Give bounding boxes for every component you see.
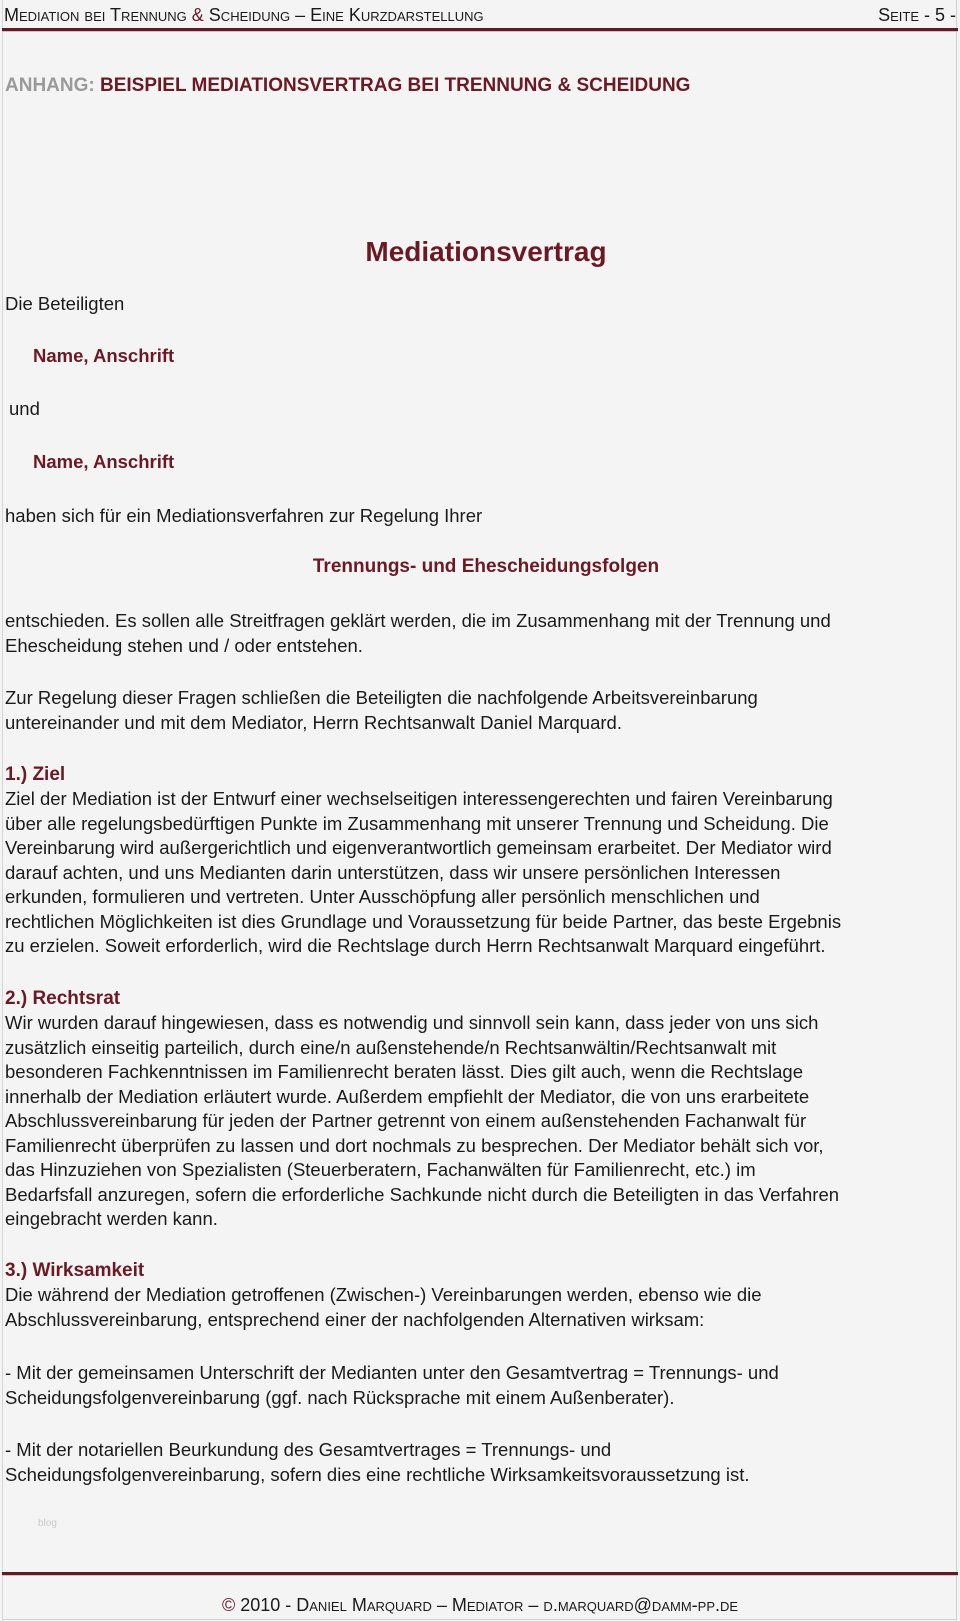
footer-rule [2, 1572, 958, 1576]
section-wirksamkeit [5, 1259, 955, 1332]
party-2-name-address: Name, Anschrift [33, 451, 175, 472]
text-line: das Hinzuziehen von Spezialisten (Steuerberatern, Fachanwälten für Familienrecht, etc.) im [5, 1159, 756, 1180]
text-line: darauf achten, und uns Medianten darin unterstützen, dass wir unsere persönlichen Interessen [5, 861, 781, 883]
text-line: Abschlussvereinbarung für jeden der Partner getrennt von einem außenstehenden Fachanwalt für [5, 1110, 807, 1131]
document-title-text: Mediationsvertrag [365, 236, 607, 267]
text-line: Familienrecht überprüfen zu lassen und dort nochmals zu besprechen. Der Mediator behält sich vor, [5, 1134, 824, 1156]
section-ziel [5, 763, 955, 959]
header-title-ampersand: & [191, 5, 204, 25]
text-line: Vereinbarung wird außergerichtlich und eigenverantwortlich gemeinsam erarbeitet. Der Mediator wird [5, 837, 832, 858]
text-line: Bedarfsfall anzuregen, sofern die erforderliche Sachkunde nicht durch die Beteiligten in das Verfahren [5, 1183, 840, 1205]
section-heading: 1.) Ziel [5, 764, 66, 785]
header-title-part: Scheidung – Eine Kurzdarstellung [203, 5, 484, 25]
text-line: besonderen Fachkenntnissen im Familienrecht beraten lässt. Dies gilt auch, wenn die Rechtslage [5, 1061, 803, 1082]
annex-label: ANHANG: [5, 75, 95, 96]
text-line: Scheidungsfolgenvereinbarung, sofern dies eine rechtliche Wirksamkeitsvoraussetzung ist. [5, 1463, 750, 1485]
text-line: eingebracht werden kann. [5, 1208, 218, 1229]
text-line: Ehescheidung stehen und / oder entstehen. [5, 634, 363, 656]
text-line: entschieden. Es sollen alle Streitfragen geklärt werden, die im Zusammenhang mit der Trennung und [5, 610, 831, 631]
page-footer [0, 1593, 960, 1617]
text-line: über alle regelungsbedürftigen Punkte im Zusammenhang mit unserer Trennung und Scheidung. Die [5, 812, 829, 834]
text-line: untereinander und mit dem Mediator, Herrn Rechtsanwalt Daniel Marquard. [5, 711, 622, 733]
document-title [0, 236, 960, 268]
header-title-part: Mediation bei Trennung [4, 5, 192, 25]
copyright-icon: © [221, 1595, 236, 1615]
section-rechtsrat [5, 987, 955, 1232]
annex-heading [5, 74, 690, 98]
header-title [4, 3, 484, 27]
text-line: zusätzlich einseitig parteilich, durch eine/n außenstehende/n Rechtsanwältin/Rechtsanwalt mit [5, 1036, 777, 1058]
text-line: Wir wurden darauf hingewiesen, dass es notwendig und sinnvoll sein kann, dass jeder von uns sich [5, 1012, 819, 1033]
text-line: - Mit der gemeinsamen Unterschrift der Medianten unter den Gesamtvertrag = Trennungs- und [5, 1362, 779, 1383]
parties-intro: Die Beteiligten [5, 293, 125, 314]
page-header [4, 3, 956, 27]
text-line: Ziel der Mediation ist der Entwurf einer wechselseitigen interessengerechten und fairen Vereinbarung [5, 788, 833, 809]
purpose-paragraph-1 [5, 609, 955, 658]
purpose-paragraph-2 [5, 686, 955, 735]
text-line: Die während der Mediation getroffenen (Zwischen-) Vereinbarungen werden, ebenso wie die [5, 1284, 762, 1305]
text-line: rechtlichen Möglichkeiten ist dies Grundlage und Voraussetzung für beide Partner, das beste Ergebnis [5, 910, 842, 932]
alternative-1 [5, 1361, 955, 1410]
text-line: Abschlussvereinbarung, entsprechend einer der nachfolgenden Alternativen wirksam: [5, 1308, 705, 1330]
text-line: innerhalb der Mediation erläutert wurde. Außerdem empfiehlt der Mediator, die von uns erarbeitete [5, 1085, 810, 1107]
text-line: Scheidungsfolgenvereinbarung (ggf. nach Rücksprache mit einem Außenberater). [5, 1386, 675, 1408]
annex-title: BEISPIEL MEDIATIONSVERTRAG BEI TRENNUNG & SCHEIDUNG [100, 75, 691, 96]
parties-and: und [9, 398, 40, 419]
page-number: Seite - 5 - [878, 5, 956, 25]
watermark: blog [38, 1518, 57, 1529]
section-heading: 2.) Rechtsrat [5, 988, 121, 1009]
text-line: Zur Regelung dieser Fragen schließen die Beteiligten die nachfolgende Arbeitsvereinbarung [5, 687, 758, 708]
header-rule [2, 28, 958, 32]
purpose-highlight-text: Trennungs- und Ehescheidungsfolgen [312, 556, 660, 577]
text-line: erkunden, formulieren und vertreten. Unter Ausschöpfung aller persönlich menschlichen und [5, 886, 760, 907]
footer-text: 2010 - Daniel Marquard – Mediator – d.marquard@damm-pp.de [235, 1595, 739, 1615]
alternative-2 [5, 1438, 955, 1487]
party-1-name-address: Name, Anschrift [33, 345, 175, 366]
text-line: zu erzielen. Soweit erforderlich, wird die Rechtslage durch Herrn Rechtsanwalt Marquard eingeführt. [5, 935, 826, 956]
purpose-highlight [0, 556, 960, 578]
text-line: - Mit der notariellen Beurkundung des Gesamtvertrages = Trennungs- und [5, 1439, 612, 1460]
purpose-line: haben sich für ein Mediationsverfahren zur Regelung Ihrer [5, 505, 483, 526]
section-heading: 3.) Wirksamkeit [5, 1260, 145, 1281]
